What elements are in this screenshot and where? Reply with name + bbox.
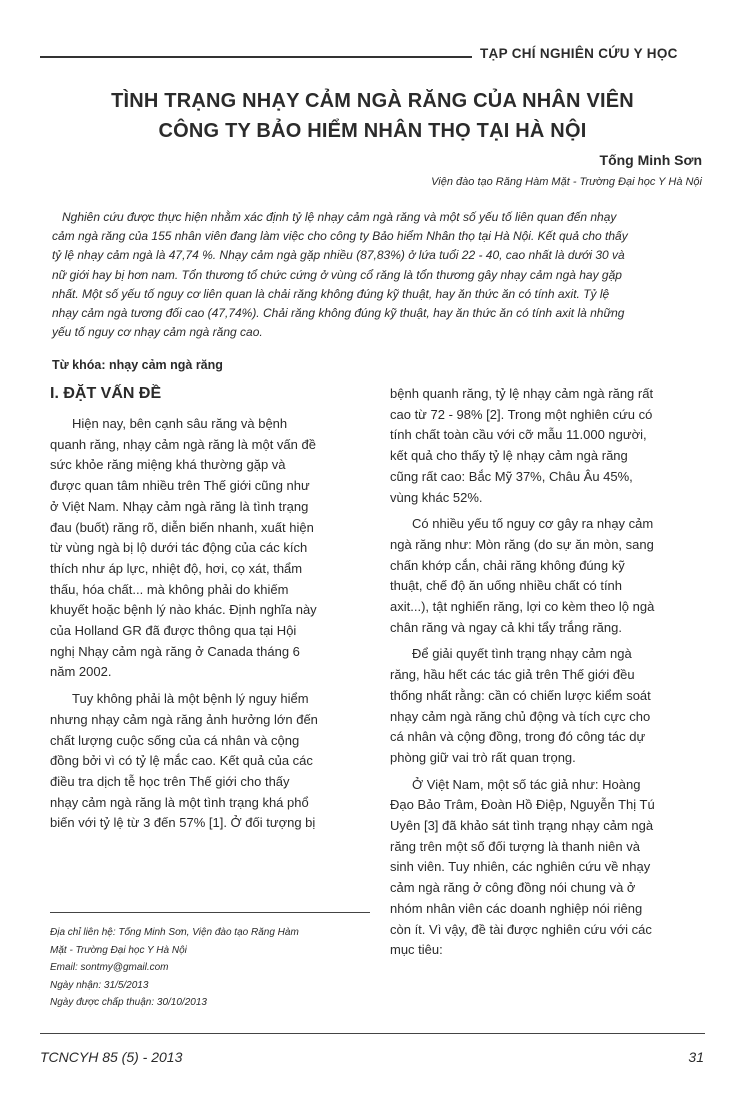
text-line: chấn khớp cắn, chải răng không đúng kỹ: [390, 557, 625, 573]
footnote-line: Ngày nhận: 31/5/2013: [50, 979, 149, 991]
keywords: [52, 358, 223, 372]
text-line: axit...), tật nghiến răng, lợi co kèm theo lộ ngà: [390, 599, 655, 615]
abstract-line: cảm ngà răng của 155 nhân viên đang làm việc cho công ty Bảo hiểm Nhân thọ tại Hà Nội. Kết quả cho thấy: [52, 229, 628, 244]
footnote-line: Ngày được chấp thuận: 30/10/2013: [50, 997, 207, 1008]
text-line: Để giải quyết tình trạng nhạy cảm ngà: [412, 646, 632, 662]
text-line: thấu, hóa chất... mà không phải do khiếm: [50, 581, 289, 597]
footnote: [50, 924, 299, 1012]
journal-header: TẠP CHÍ NGHIÊN CỨU Y HỌC: [480, 46, 678, 61]
text-line: bệnh quanh răng, tỷ lệ nhạy cảm ngà răng rất: [390, 386, 654, 401]
page-number: 31: [688, 1049, 704, 1065]
text-line: Uyên [3] đã khảo sát tình trạng nhạy cảm ngà: [390, 818, 654, 834]
text-line: kết quả cho thấy tỷ lệ nhạy cảm ngà răng: [390, 448, 628, 464]
text-line: thích như áp lực, nhiệt độ, hơi, cọ xát, thẩm: [50, 560, 303, 576]
text-line: tính chất toàn cầu với cỡ mẫu 11.000 người,: [390, 427, 647, 443]
text-line: quanh răng, nhạy cảm ngà răng là một vấn đề: [50, 436, 316, 452]
footnote-line: Mặt - Trường Đại học Y Hà Nội: [50, 944, 187, 956]
section-heading: I. ĐẶT VẤN ĐỀ: [50, 385, 162, 402]
text-line: thống nhất rằng: cần có chiến lược kiểm soát: [390, 687, 651, 703]
text-line: được quan tâm nhiều trên Thế giới cũng như: [50, 478, 310, 494]
text-line: sức khỏe răng miệng khá thường gặp và: [50, 457, 286, 473]
text-line: còn ít. Vì vậy, đề tài được nghiên cứu với các: [390, 921, 652, 937]
text-line: điều tra dịch tễ học trên Thế giới cho thấy: [50, 773, 290, 789]
text-line: nghị Nhạy cảm ngà răng ở Canada tháng 6: [50, 643, 300, 659]
text-line: mục tiêu:: [390, 942, 443, 958]
text-line: ở Việt Nam. Nhạy cảm ngà răng là tình trạng: [50, 498, 309, 514]
footer-rule: [40, 1033, 705, 1034]
text-line: nhạy cảm ngà răng chủ động và tích cực cho: [390, 708, 651, 724]
text-line: chân răng và ngay cả khi tẩy trắng răng.: [390, 619, 622, 635]
text-line: năm 2002.: [50, 664, 112, 680]
text-line: thuật, chế độ ăn uống nhiều chất có tính: [390, 578, 623, 594]
text-line: Tuy không phải là một bệnh lý nguy hiểm: [72, 691, 309, 707]
author-name: Tống Minh Sơn: [599, 152, 702, 168]
text-line: vùng khác 52%.: [390, 489, 483, 505]
text-line: đồng bởi vì có tỷ lệ mắc cao. Kết quả của các: [50, 753, 313, 769]
text-line: Ở Việt Nam, một số tác giả như: Hoàng: [412, 776, 641, 792]
text-line: răng trên một số đối tượng là thanh niên và: [390, 838, 640, 854]
abstract-line: nhất. Một số yếu tố nguy cơ liên quan là chải răng không đúng kỹ thuật, hay ăn thức ăn có tính axit. Tỷ lệ: [52, 286, 610, 301]
text-line: cao từ 72 - 98% [2]. Trong một nghiên cứu có: [390, 406, 653, 422]
footnote-rule: [50, 912, 370, 913]
keywords-value: nhạy cảm ngà răng: [108, 358, 223, 372]
text-line: răng, hầu hết các tác giả trên Thế giới đều: [390, 667, 635, 683]
article-title-line-1: TÌNH TRẠNG NHẠY CẢM NGÀ RĂNG CỦA NHÂN VIÊN: [111, 90, 634, 112]
left-column: [50, 414, 366, 834]
abstract-line: nữ giới hay bị hơn nam. Tổn thương tổ chức cứng ở vùng cổ răng là tổn thương gây nhạy cảm ngà hay gặp: [52, 267, 622, 282]
text-line: nhạy cảm ngà răng là một tình trạng khá phổ: [50, 794, 309, 810]
text-line: Đạo Bảo Trâm, Đoàn Hồ Điệp, Nguyễn Thị Tú: [390, 797, 655, 813]
text-line: sinh viên. Tuy nhiên, các nghiên cứu về nhạy: [390, 859, 651, 875]
text-line: ngà răng như: Mòn răng (do sự ăn mòn, sang: [390, 536, 654, 552]
text-line: cũng rất cao: Bắc Mỹ 37%, Châu Âu 45%,: [390, 468, 633, 484]
abstract-line: yếu tố nguy cơ nhạy cảm ngà răng cao.: [52, 325, 263, 340]
abstract-line: Nghiên cứu được thực hiện nhằm xác định tỷ lệ nhạy cảm ngà răng và một số yếu tố liên quan đến nhạy: [62, 210, 617, 224]
journal-issue-id: TCNCYH 85 (5) - 2013: [40, 1049, 183, 1065]
footnote-line: Địa chỉ liên hệ: Tống Minh Sơn, Viện đào tạo Răng Hàm: [50, 927, 299, 938]
text-line: Có nhiều yếu tố nguy cơ gây ra nhạy cảm: [412, 516, 654, 532]
author-affiliation: Viện đào tạo Răng Hàm Mặt - Trường Đại học Y Hà Nội: [431, 176, 702, 188]
text-line: cảm ngà răng ở công đồng nói chung và ở: [390, 880, 636, 896]
text-line: đau (buốt) răng rõ, diễn biến nhanh, xuất hiện: [50, 519, 314, 535]
text-line: chất lượng cuộc sống của cá nhân và cộng: [50, 732, 300, 748]
right-column: [390, 384, 704, 961]
text-line: của Holland GR đã được thông qua tại Hội: [50, 623, 297, 639]
abstract: [52, 208, 704, 342]
text-line: nhưng nhạy cảm ngà răng ảnh hưởng lớn đến: [50, 711, 318, 727]
text-line: khuyết hoặc bệnh lý nào khác. Định nghĩa này: [50, 602, 317, 618]
text-line: từ vùng ngà bị lộ dưới tác động của các kích: [50, 540, 308, 556]
article-title-line-2: CÔNG TY BẢO HIỂM NHÂN THỌ TẠI HÀ NỘI: [158, 120, 587, 142]
header-rule: [40, 56, 472, 58]
text-line: nhóm nhân viên các doanh nghiệp nói riêng: [390, 900, 643, 916]
abstract-line: tỷ lệ nhạy cảm ngà là 47,74 %. Nhạy cảm ngà gặp nhiều (87,83%) ở lứa tuổi 22 - 40, cao nhất là dưới 30 và: [52, 248, 625, 263]
text-line: Hiện nay, bên cạnh sâu răng và bệnh: [72, 416, 288, 431]
keywords-label: Từ khóa:: [52, 358, 106, 372]
abstract-line: nhạy cảm ngà tương đối cao (47,74%). Chải răng không đúng kỹ thuật, hay ăn thức ăn có tính axit là những: [52, 306, 625, 321]
text-line: phòng giữ vai trò rất quan trọng.: [390, 749, 576, 765]
footnote-line: Email: sontmy@gmail.com: [50, 962, 169, 973]
text-line: biến với tỷ lệ từ 3 đến 57% [1]. Ở đối tượng bị: [50, 815, 316, 831]
text-line: cá nhân và cộng đồng, trong đó công tác dự: [390, 729, 646, 745]
